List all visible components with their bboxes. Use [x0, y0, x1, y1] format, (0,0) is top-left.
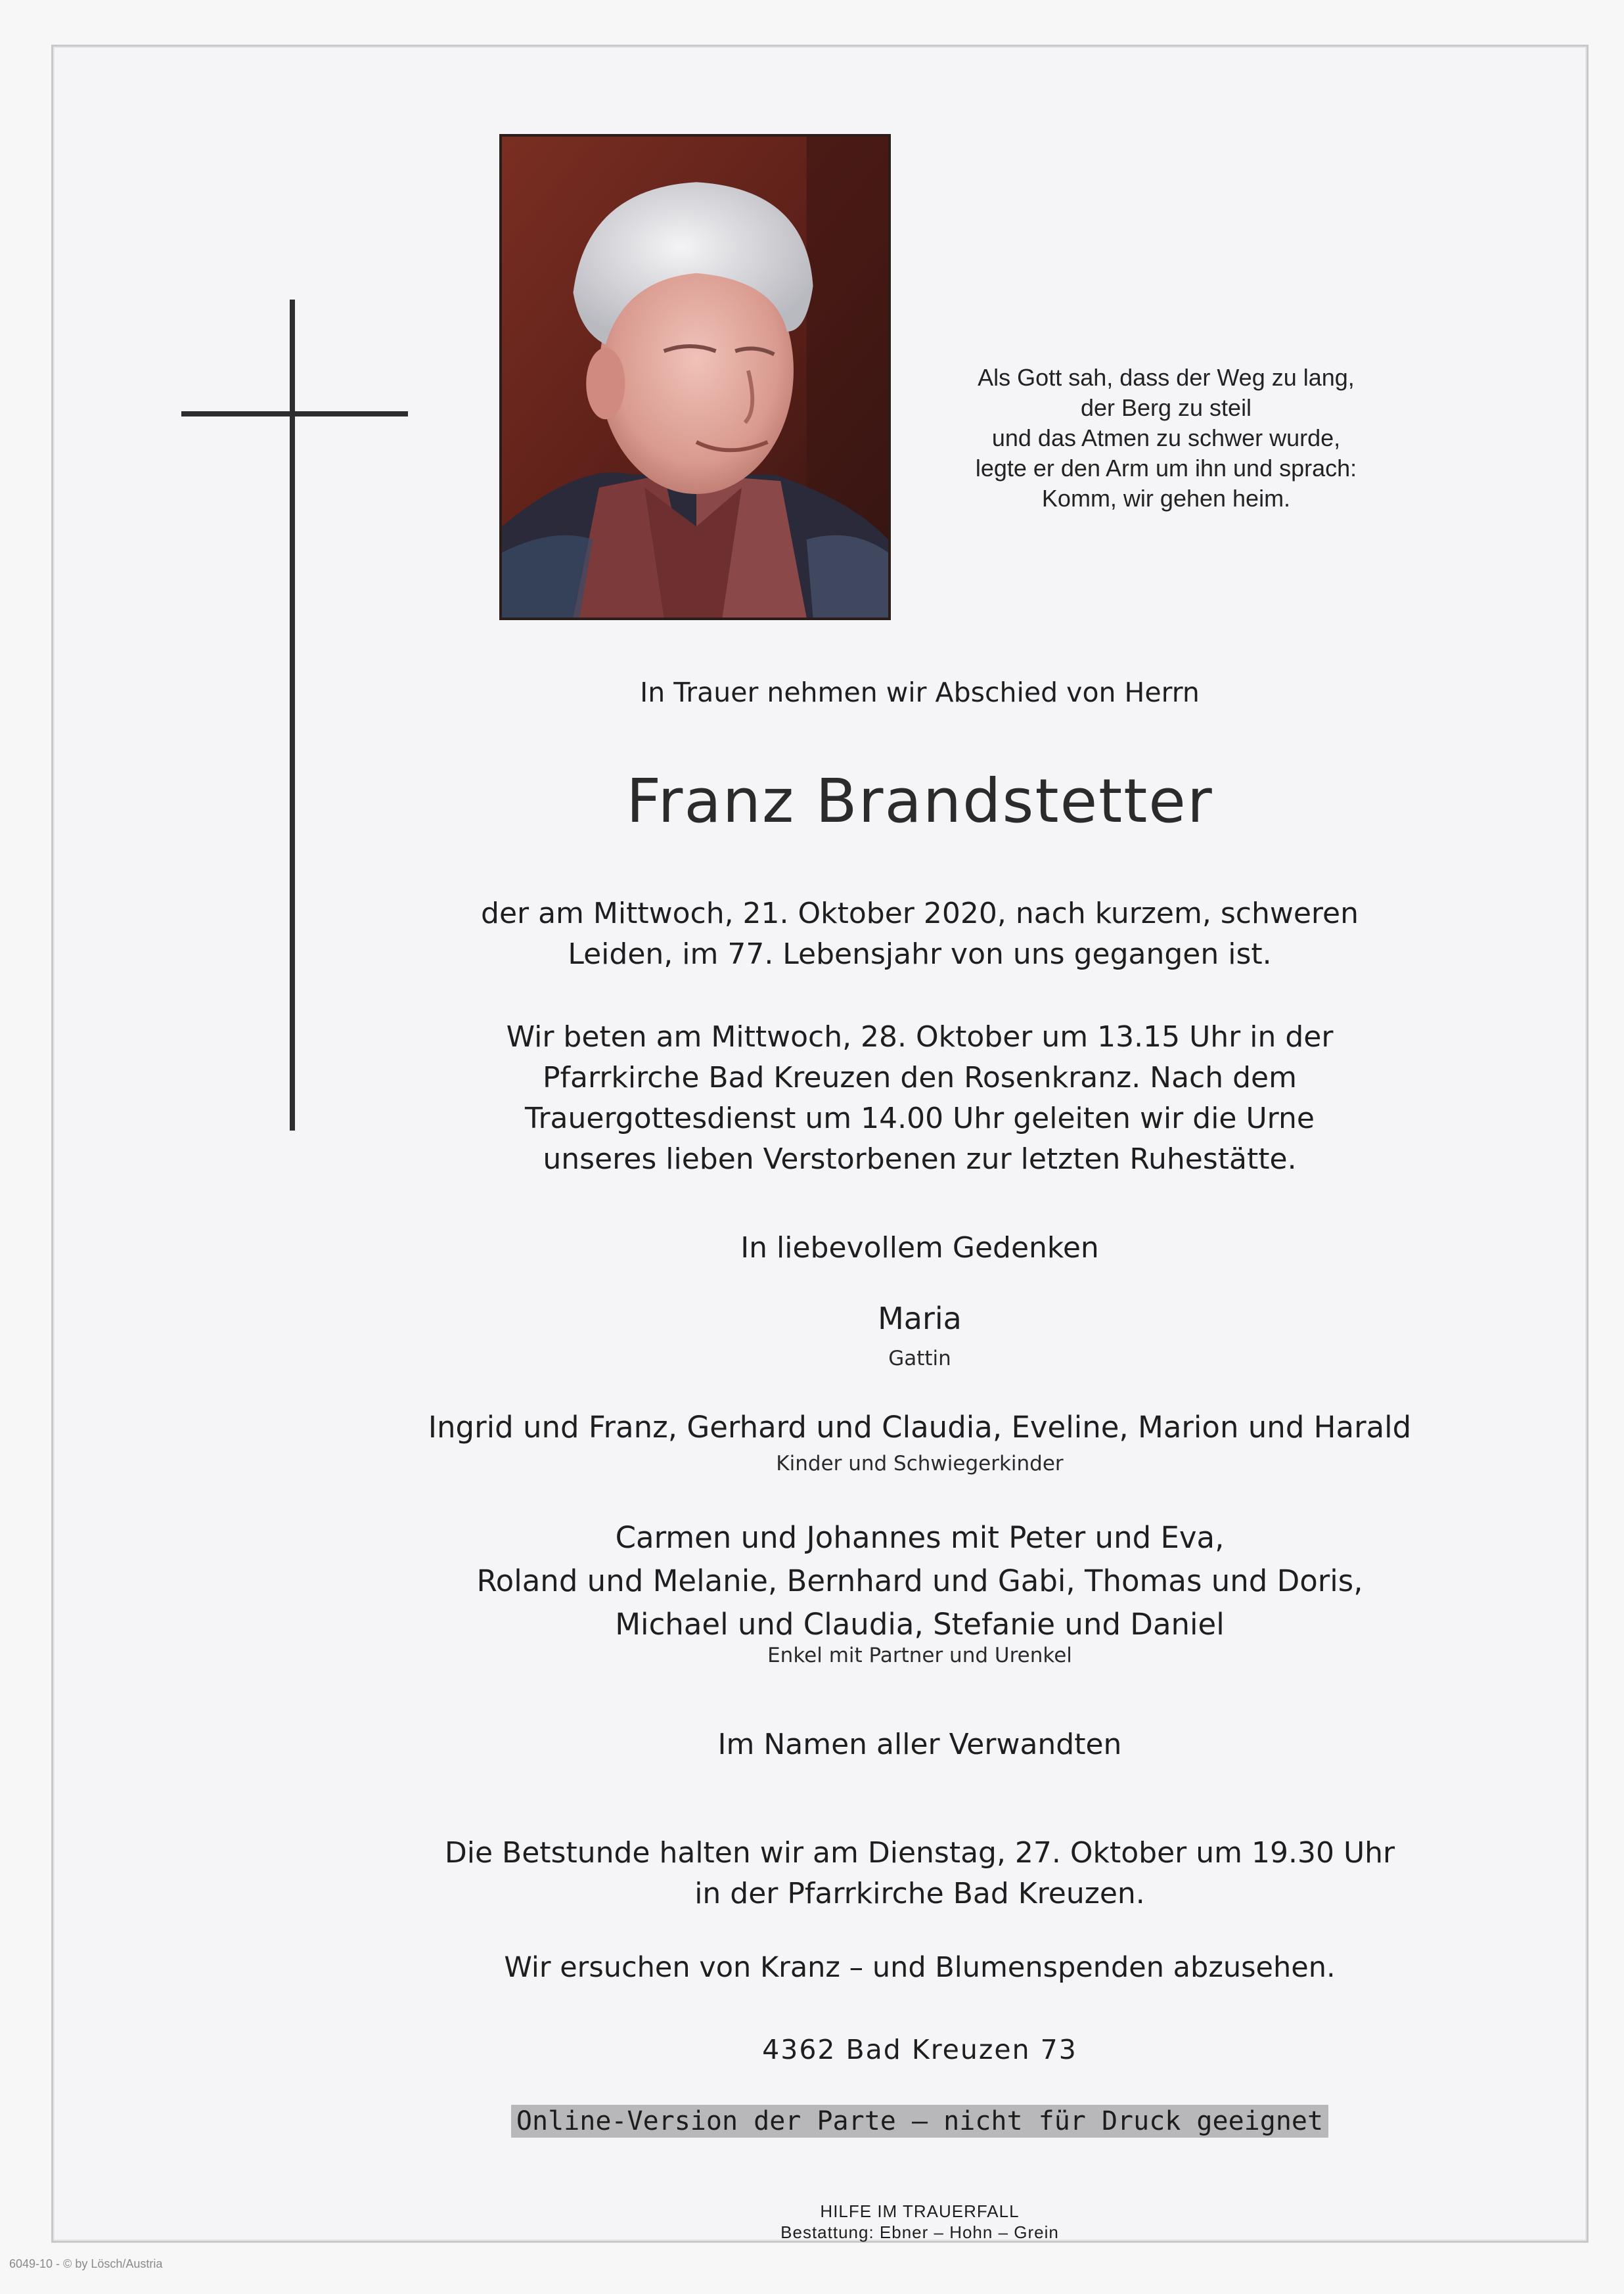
address: 4362 Bad Kreuzen 73	[762, 2034, 1077, 2065]
death-line: der am Mittwoch, 21. Oktober 2020, nach kurzem, schweren	[481, 897, 1359, 930]
memory-heading: In liebevollem Gedenken	[740, 1231, 1099, 1265]
undertaker-footer	[328, 2201, 1511, 2243]
poem-line: und das Atmen zu schwer wurde,	[991, 424, 1341, 451]
grandchildren-line: Carmen und Johannes mit Peter und Eva,	[615, 1520, 1225, 1555]
bestattung-label: Bestattung: Ebner – Hohn – Grein	[780, 2222, 1059, 2242]
intro-text: In Trauer nehmen wir Abschied von Herrn	[640, 677, 1200, 708]
poem-line: Als Gott sah, dass der Weg zu lang,	[978, 364, 1355, 391]
prayer-paragraph	[328, 1833, 1511, 1914]
spouse-name: Maria	[878, 1301, 962, 1336]
funeral-line: Trauergottesdienst um 14.00 Uhr geleiten wir die Urne	[525, 1102, 1315, 1135]
children-label: Kinder und Schwiegerkinder	[776, 1452, 1064, 1475]
children-names: Ingrid und Franz, Gerhard und Claudia, Eveline, Marion und Harald	[428, 1410, 1412, 1445]
cross-icon-bar	[181, 411, 408, 416]
funeral-paragraph	[328, 1017, 1511, 1180]
copyright-code: 6049-10 - © by Lösch/Austria	[9, 2257, 163, 2270]
prayer-line: in der Pfarrkirche Bad Kreuzen.	[694, 1877, 1145, 1910]
relatives-line: Im Namen aller Verwandten	[717, 1728, 1122, 1761]
flowers-note: Wir ersuchen von Kranz – und Blumenspenden abzusehen.	[504, 1951, 1336, 1984]
online-notice: Online-Version der Parte – nicht für Druck geeignet	[511, 2105, 1328, 2138]
grandchildren-line: Michael und Claudia, Stefanie und Daniel	[615, 1607, 1225, 1642]
deceased-name: Franz Brandstetter	[626, 766, 1213, 836]
poem	[933, 363, 1399, 514]
death-paragraph	[328, 893, 1511, 975]
poem-line: der Berg zu steil	[1080, 394, 1252, 421]
funeral-line: unseres lieben Verstorbenen zur letzten Ruhestätte.	[543, 1142, 1297, 1176]
grandchildren-names	[328, 1516, 1511, 1646]
cross-icon	[290, 300, 295, 1131]
prayer-line: Die Betstunde halten wir am Dienstag, 27. Oktober um 19.30 Uhr	[444, 1836, 1395, 1870]
poem-line: Komm, wir gehen heim.	[1041, 485, 1291, 512]
hilfe-label: HILFE IM TRAUERFALL	[820, 2201, 1020, 2221]
poem-line: legte er den Arm um ihn und sprach:	[975, 455, 1357, 482]
spouse-label: Gattin	[888, 1347, 951, 1370]
grandchildren-line: Roland und Melanie, Bernhard und Gabi, Thomas und Doris,	[476, 1563, 1363, 1598]
death-line: Leiden, im 77. Lebensjahr von uns gegangen ist.	[568, 937, 1272, 971]
online-notice-wrap	[328, 2105, 1511, 2138]
portrait-photo	[499, 134, 891, 620]
funeral-line: Pfarrkirche Bad Kreuzen den Rosenkranz. Nach dem	[543, 1061, 1297, 1094]
grandchildren-label: Enkel mit Partner und Urenkel	[767, 1644, 1072, 1667]
funeral-line: Wir beten am Mittwoch, 28. Oktober um 13.15 Uhr in der	[506, 1020, 1334, 1054]
